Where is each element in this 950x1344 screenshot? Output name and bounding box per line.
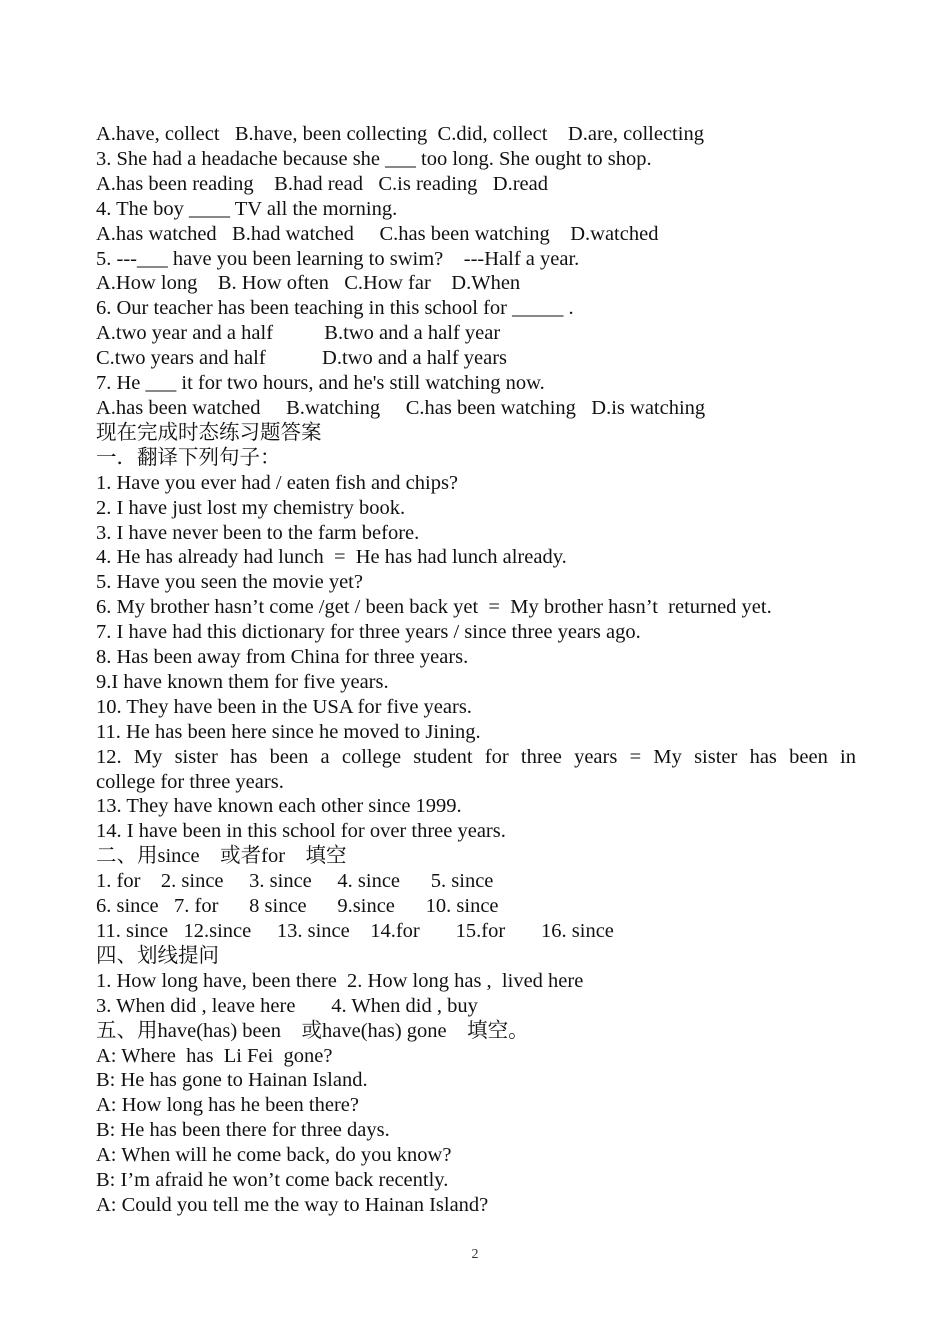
text-line: 9.I have known them for five years. [96, 670, 389, 693]
text-line: A.two year and a half B.two and a half year [96, 322, 501, 345]
text-line: A.How long B. How often C.How far D.When [96, 272, 521, 295]
text-line: 5. ---___ have you been learning to swim? ---Half a year. [96, 247, 580, 270]
text-line: A.have, collect B.have, been collecting C.did, collect D.are, collecting [96, 123, 704, 145]
text-line: 14. I have been in this school for over three years. [96, 820, 506, 843]
section-heading: 现在完成时态练习题答案 [96, 421, 322, 444]
text-line: A: Where has Li Fei gone? [96, 1044, 333, 1067]
text-line: A: When will he come back, do you know? [96, 1144, 452, 1167]
text-line: 6. My brother hasn’t come /get / been back yet = My brother hasn’t returned yet. [96, 596, 772, 619]
text-line: A.has watched B.had watched C.has been watching D.watched [96, 222, 659, 245]
text-line: 2. I have just lost my chemistry book. [96, 496, 406, 519]
text-line: 13. They have known each other since 1999. [96, 795, 462, 818]
text-line: 1. How long have, been there 2. How long has , lived here [96, 969, 584, 992]
text-line: B: I’m afraid he won’t come back recently. [96, 1169, 449, 1192]
text-line: 5. Have you seen the movie yet? [96, 571, 363, 594]
text-line: 4. He has already had lunch = He has had lunch already. [96, 546, 567, 569]
document-body [96, 122, 856, 1218]
text-line: B: He has been there for three days. [96, 1119, 390, 1142]
text-line: 3. When did , leave here 4. When did , buy [96, 994, 478, 1017]
text-line: 12. My sister has been a college student for three years = My sister has been in [96, 745, 856, 768]
text-line: 11. He has been here since he moved to Jining. [96, 720, 481, 743]
section-heading: 一．翻译下列句子： [96, 446, 281, 469]
section-heading: 五、用have(has) been 或have(has) gone 填空。 [96, 1019, 529, 1042]
text-line: 1. Have you ever had / eaten fish and chips? [96, 471, 459, 494]
text-line: C.two years and half D.two and a half years [96, 347, 508, 370]
text-line: A: Could you tell me the way to Hainan Island? [96, 1193, 489, 1216]
text-line: 10. They have been in the USA for five years. [96, 695, 472, 718]
text-line: college for three years. [96, 770, 284, 793]
text-line: 6. Our teacher has been teaching in this school for _____ . [96, 297, 574, 320]
text-line: 7. He ___ it for two hours, and he's still watching now. [96, 372, 545, 395]
text-line: B: He has gone to Hainan Island. [96, 1069, 368, 1092]
text-line: 3. I have never been to the farm before. [96, 521, 420, 544]
text-line: 4. The boy ____ TV all the morning. [96, 197, 398, 220]
text-line: 1. for 2. since 3. since 4. since 5. since [96, 870, 494, 893]
text-line: 11. since 12.since 13. since 14.for 15.for 16. since [96, 920, 614, 942]
section-heading: 四、划线提问 [96, 944, 219, 967]
text-line: 6. since 7. for 8 since 9.since 10. since [96, 895, 499, 918]
page-number: 2 [471, 1247, 479, 1262]
text-line: 8. Has been away from China for three years. [96, 646, 469, 669]
text-line: A: How long has he been there? [96, 1094, 359, 1117]
section-heading: 二、用since 或者for 填空 [96, 845, 347, 868]
text-line: 3. She had a headache because she ___ too long. She ought to shop. [96, 147, 652, 170]
text-line: 7. I have had this dictionary for three years / since three years ago. [96, 621, 641, 644]
text-line: A.has been watched B.watching C.has been watching D.is watching [96, 396, 706, 419]
text-line: A.has been reading B.had read C.is reading D.read [96, 172, 548, 195]
